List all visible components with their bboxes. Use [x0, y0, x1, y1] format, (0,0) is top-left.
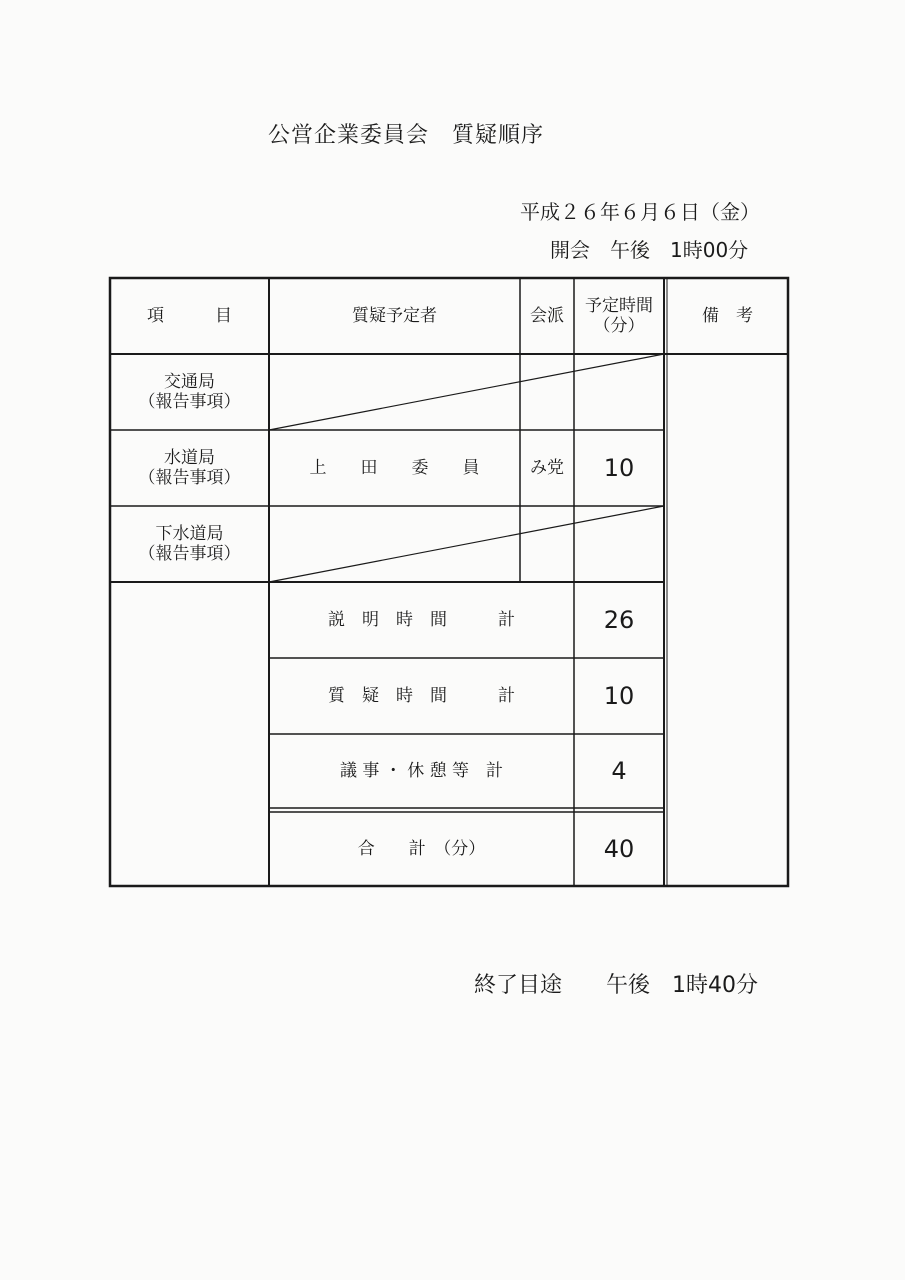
item-type: （報告事項） [138, 392, 241, 412]
proceedings-break-total-value: 4 [611, 756, 627, 785]
header-questioner: 質疑予定者 [352, 305, 437, 326]
header-faction: 会派 [530, 305, 564, 326]
grand-total-label: 合 計 （分） [357, 838, 486, 859]
opening-time: 開会 午後 1時00分 [550, 238, 749, 262]
proceedings-break-total-label: 議 事 ・ 休 憩 等 計 [339, 760, 504, 781]
meeting-date: 平成２６年６月６日（金） [520, 200, 760, 224]
item-name: 交通局 [164, 371, 215, 392]
header-remarks: 備 考 [702, 305, 753, 326]
table-row-item [110, 506, 269, 582]
explanation-time-total-value: 26 [603, 605, 635, 634]
header-item: 項 目 [147, 305, 232, 326]
item-name: 水道局 [164, 447, 215, 468]
item-type: （報告事項） [138, 468, 241, 488]
table-row-item [110, 430, 269, 506]
scheduled-time-value: 10 [603, 453, 635, 482]
item-type: （報告事項） [138, 544, 241, 564]
diagonal-line-row3 [269, 506, 664, 582]
header-time-line2: （分） [593, 316, 645, 336]
header-time-line1: 予定時間 [585, 295, 653, 316]
diagonal-line-row1 [269, 354, 664, 430]
document-title: 公営企業委員会 質疑順序 [268, 123, 545, 148]
questioner-name: 上 田 委 員 [309, 457, 480, 478]
closing-time: 終了目途 午後 1時40分 [474, 973, 758, 998]
header-scheduled-time [574, 278, 664, 354]
table-row-item [110, 354, 269, 430]
explanation-time-total-label: 説 明 時 間 計 [328, 609, 515, 630]
question-time-total-value: 10 [603, 681, 635, 710]
question-time-total-label: 質 疑 時 間 計 [328, 685, 515, 706]
faction-name: み党 [530, 457, 564, 478]
item-name: 下水道局 [155, 523, 224, 544]
grand-total-value: 40 [603, 834, 635, 863]
